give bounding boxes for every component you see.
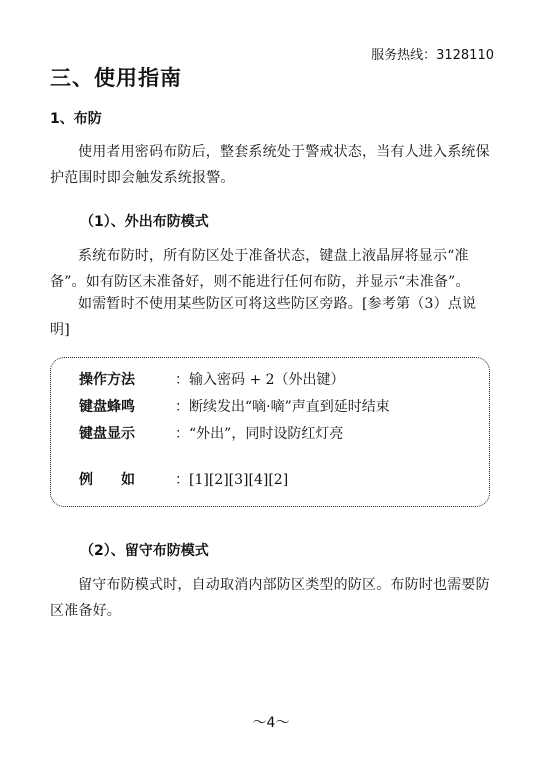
chapter-title: 三、使用指南 [50,66,182,90]
service-hotline: 服务热线：3128110 [371,48,494,63]
op-value: ：断续发出“嘀·嘀”声直到延时结束 [175,399,390,415]
op-label: 例如 [79,472,163,488]
page-number: ～4～ [252,715,290,731]
op-value: ：输入密码 + 2（外出键） [175,372,345,388]
intro-paragraph: 使用者用密码布防后，整套系统处于警戒状态，当有人进入系统保护范围时即会触发系统报警。 [50,144,490,186]
op-label: 键盘蜂鸣 [79,399,135,415]
section-title: 1、布防 [50,111,102,127]
bypass-note-paragraph: 如需暂时不使用某些防区可将这些防区旁路。[参考第（3）点说明] [50,296,477,338]
operation-box [50,357,490,507]
stay-mode-paragraph: 留守布防模式时，自动取消内部防区类型的防区。布防时也需要防区准备好。 [50,577,490,619]
op-row-method [79,370,345,390]
op-value: ：“外出”，同时设防红灯亮 [175,426,344,442]
op-label: 操作方法 [79,372,135,388]
subsection-title-away-mode: （1）、外出布防模式 [80,214,209,230]
op-row-example [79,470,288,490]
subsection-title-stay-mode: （2）、留守布防模式 [80,543,209,559]
op-value: ：[1][2][3][4][2] [175,472,289,488]
op-row-display [79,424,343,444]
away-mode-paragraph: 系统布防时，所有防区处于准备状态，键盘上液晶屏将显示“准备”。如有防区未准备好，则不能进行任何布防，并显示“未准备”。 [50,248,470,290]
op-label: 键盘显示 [79,426,135,442]
op-row-beep [79,397,390,417]
